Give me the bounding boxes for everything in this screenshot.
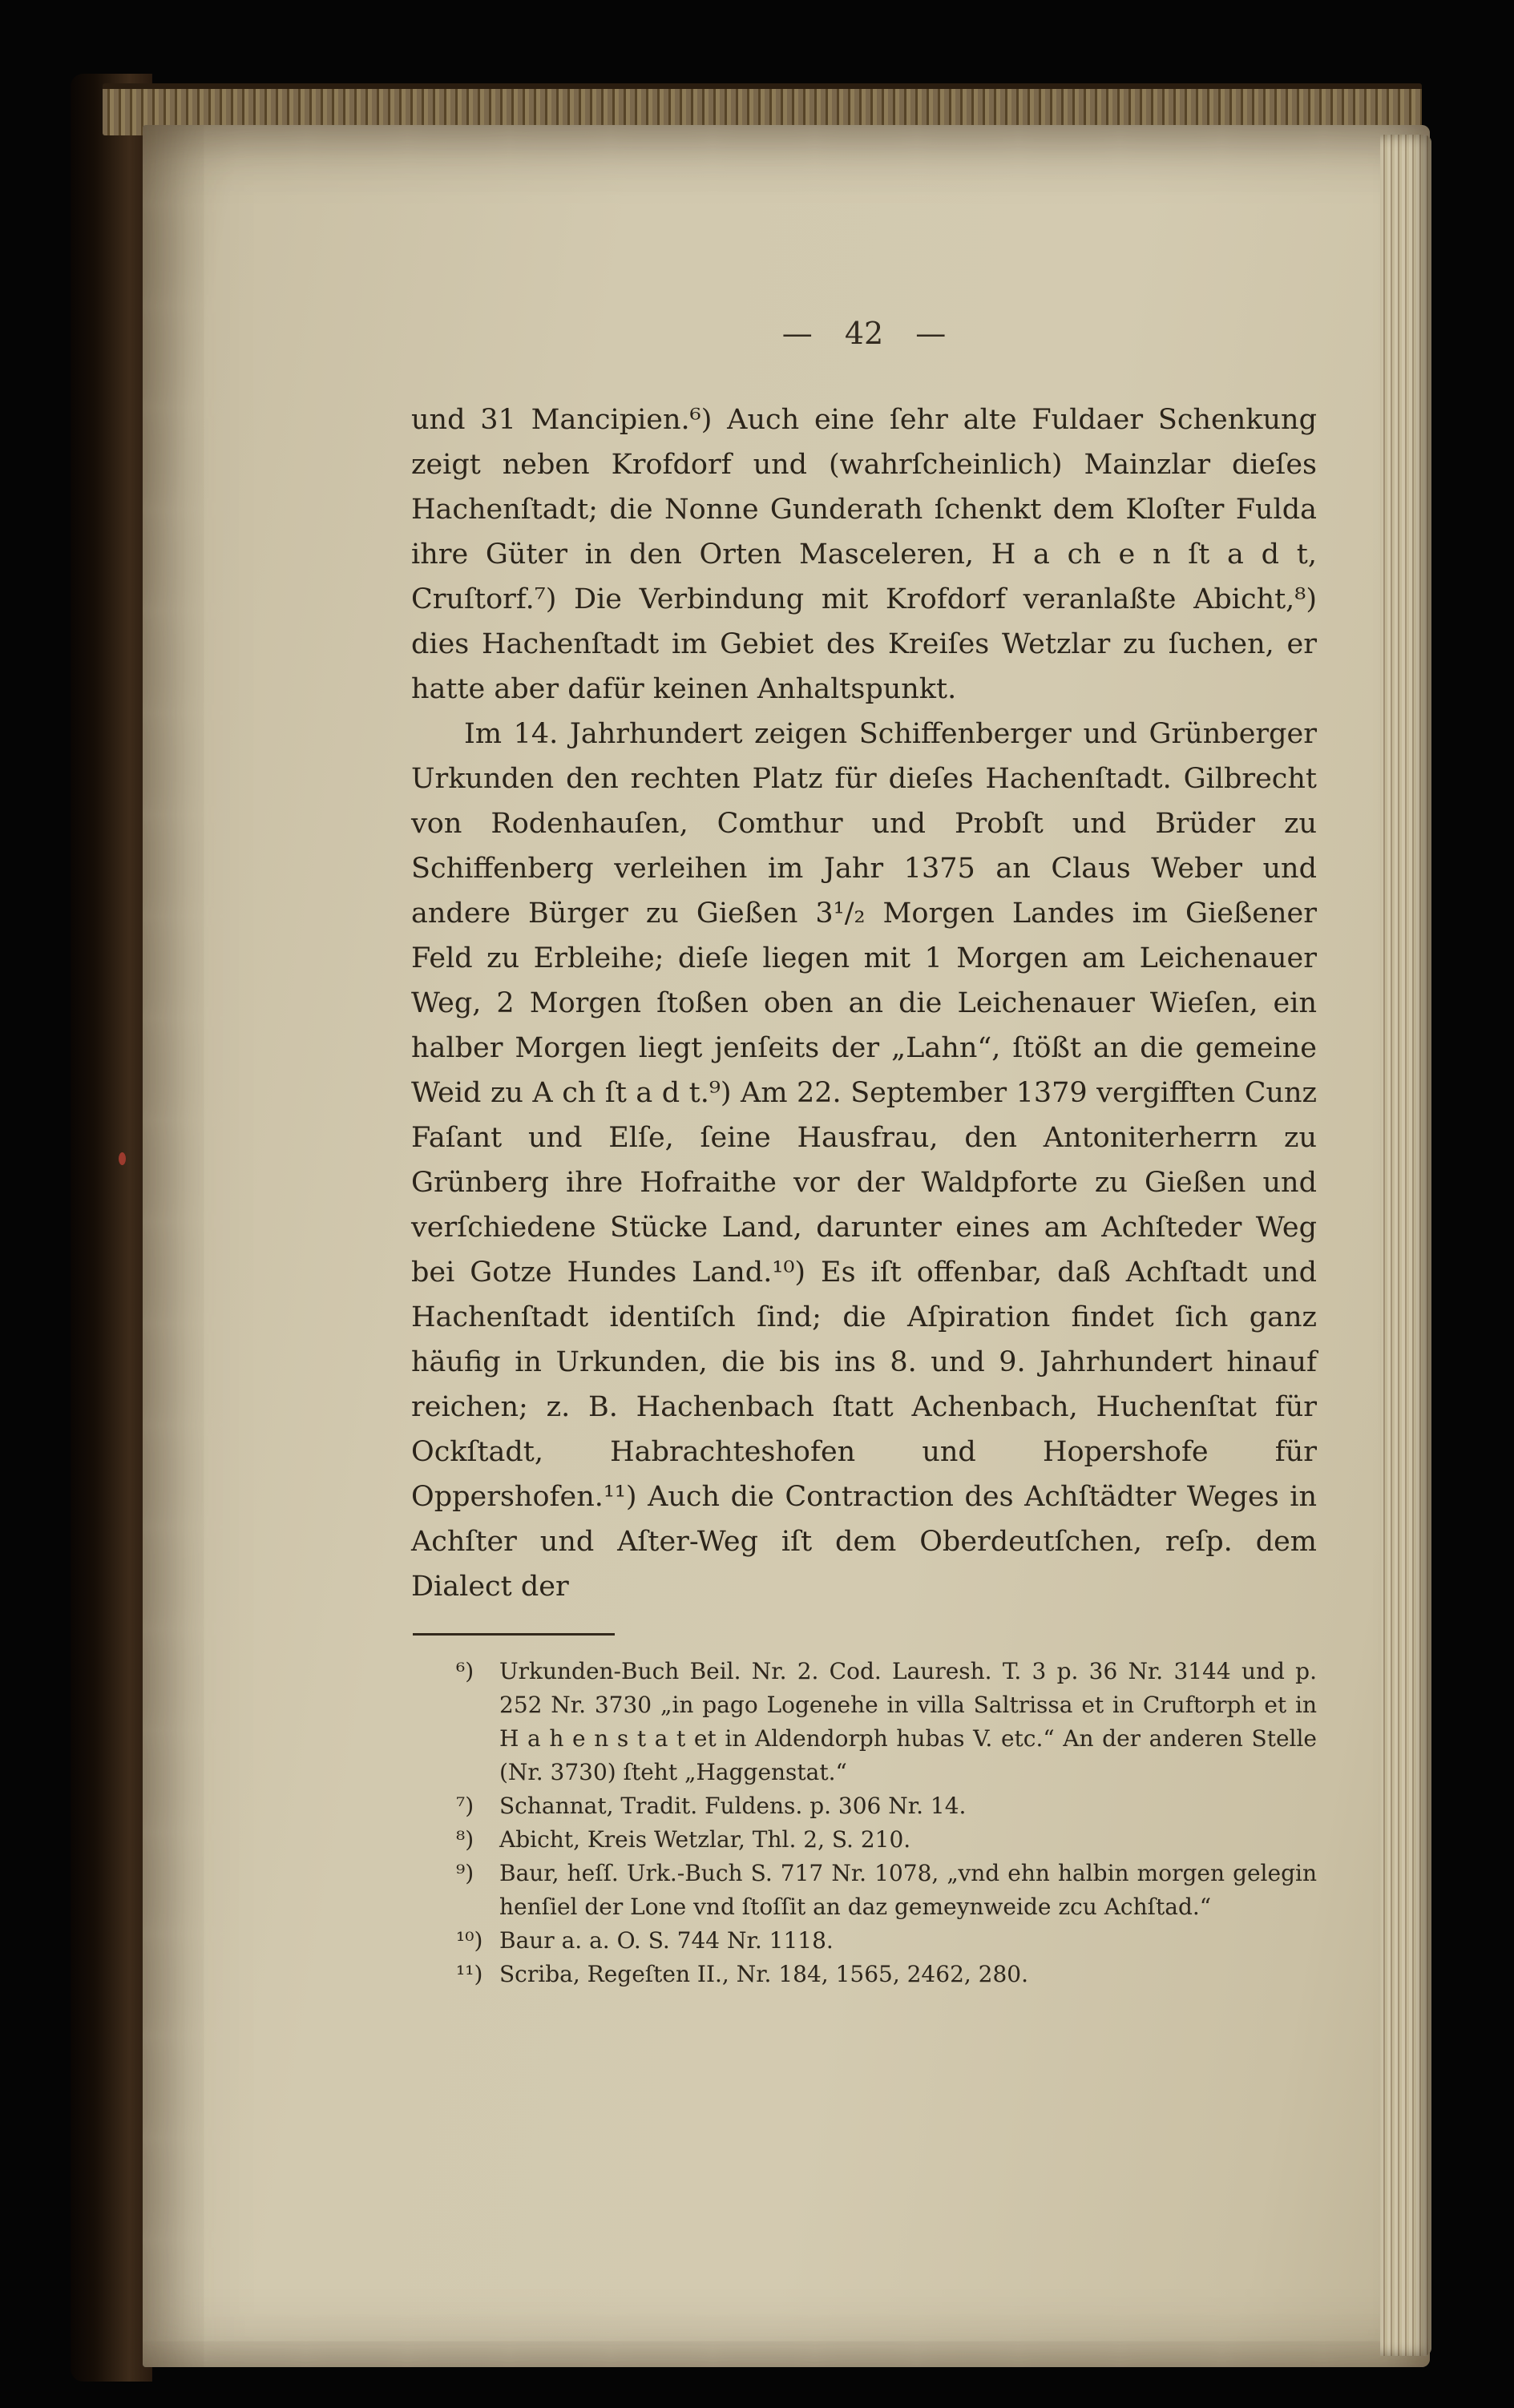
page-edges-right [1380, 135, 1431, 2356]
page-content [411, 316, 1317, 1991]
red-speck [119, 1152, 126, 1165]
footnote-text: Abicht, Kreis Wetzlar, Thl. 2, S. 210. [499, 1826, 911, 1853]
footnote-marker: ⁷) [456, 1793, 474, 1819]
book-page [143, 125, 1430, 2367]
footnote-9 [456, 1857, 1317, 1924]
footnotes [411, 1655, 1317, 1991]
footnote-7 [456, 1789, 1317, 1823]
book-spine [71, 74, 152, 2382]
footnote-text: Baur, heſſ. Urk.-Buch S. 717 Nr. 1078, „vnd ehn halbin morgen gelegin henſiel der Lone vnd ſtoſſit an daz gemeynweide zcu Achſtad.“ [499, 1860, 1317, 1920]
footnote-text: Schannat, Tradit. Fuldens. p. 306 Nr. 14. [499, 1793, 967, 1819]
page-number: — 42 — [781, 316, 947, 351]
body-paragraph-2: Im 14. Jahrhundert zeigen Schiffenberger und Grünberger Urkunden den rechten Platz für dieſes Hachenſtadt. Gilbrecht von Rodenhauſen, Comthur und Probſt und Brüder zu Schiffenberg verleihen im Jahr 1375 an Claus Weber und andere Bürger zu Gießen 3¹/₂ Morgen Landes im Gießener Feld zu Erbleihe; dieſe liegen mit 1 Morgen am Leichenauer Weg, 2 Morgen ſtoßen oben an die Leichenauer Wieſen, ein halber Morgen liegt jenſeits der „Lahn“, ſtößt an die gemeine Weid zu A ch ſt a d t.⁹) Am 22. September 1379 vergifften Cunz Faſant und Elſe, ſeine Hausfrau, den Antoniterherrn zu Grünberg ihre Hofraithe vor der Waldpforte zu Gießen und verſchiedene Stücke Land, darunter eines am Achſteder Weg bei Gotze Hundes Land.¹⁰) Es iſt offenbar, daß Achſtadt und Hachenſtadt identiſch ſind; die Aſpiration findet ſich ganz häufig in Urkunden, die bis ins 8. und 9. Jahrhundert hinauf reichen; z. B. Hachenbach ſtatt Achenbach, Huchenſtat für Ockſtadt, Habrachteshofen und Hopershofe für Oppershofen.¹¹) Auch die Contraction des Achſtädter Weges in Achſter und Aſter-Weg iſt dem Oberdeutſchen, reſp. dem Dialect der [411, 718, 1317, 1603]
footnote-text: Urkunden-Buch Beil. Nr. 2. Cod. Lauresh. T. 3 p. 36 Nr. 3144 und p. 252 Nr. 3730 „in pago Logenehe in villa Saltrissa et in Cruftorph et in H a h e n s t a t et in Aldendorph hubas V. etc.“ An der anderen Stelle (Nr. 3730) ſteht „Haggenstat.“ [499, 1658, 1317, 1785]
footnote-marker: ⁹) [456, 1860, 474, 1886]
footnote-10 [456, 1924, 1317, 1958]
footnote-separator [413, 1633, 615, 1636]
footnote-text: Scriba, Regeſten II., Nr. 184, 1565, 2462, 280. [499, 1961, 1029, 1987]
footnote-11 [456, 1958, 1317, 1991]
footnote-6 [456, 1655, 1317, 1789]
body-paragraph-1: und 31 Mancipien.⁶) Auch eine ſehr alte Fuldaer Schenkung zeigt neben Krofdorf und (wahrſcheinlich) Mainzlar dieſes Hachenſtadt; die Nonne Gunderath ſchenkt dem Kloſter Fulda ihre Güter in den Orten Masceleren, H a ch e n ſt a d t, Cruſtorf.⁷) Die Verbindung mit Krofdorf veranlaßte Abicht,⁸) dies Hachenſtadt im Gebiet des Kreiſes Wetzlar zu ſuchen, er hatte aber dafür keinen Anhaltspunkt. [411, 404, 1317, 705]
footnote-8 [456, 1823, 1317, 1857]
footnote-marker: ⁶) [456, 1658, 474, 1684]
footnote-marker: ¹⁰) [456, 1927, 483, 1954]
footnote-marker: ⁸) [456, 1826, 474, 1853]
footnote-text: Baur a. a. O. S. 744 Nr. 1118. [499, 1927, 834, 1954]
footnote-marker: ¹¹) [456, 1961, 483, 1987]
